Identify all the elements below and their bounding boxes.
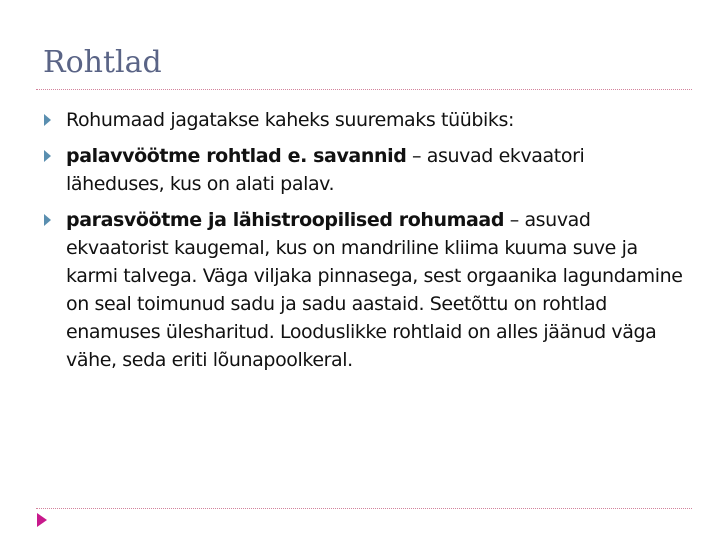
triangle-right-icon bbox=[44, 150, 51, 162]
slide-title: Rohtlad bbox=[43, 45, 162, 80]
bullet-text: Rohumaad jagatakse kaheks suuremaks tüübiks: bbox=[66, 109, 515, 131]
triangle-right-icon bbox=[44, 214, 51, 226]
bullet-text: – asuvad ekvaatorist kaugemal, kus on mandriline kliima kuuma suve ja karmi talvega. Väga viljaka pinnasega, sest orgaanika lagundamine on seal toimunud sadu ja sadu aastaid. Seetõttu on rohtlad enamuses ülesharitud. Looduslikke rohtlaid on alles jäänud väga vähe, seda eriti lõunapoolkeral. bbox=[66, 209, 683, 371]
next-slide-arrow-icon[interactable] bbox=[37, 513, 47, 527]
triangle-right-icon bbox=[44, 114, 51, 126]
bullet-text: – asuvad ekvaatori läheduses, kus on alati palav. bbox=[66, 145, 585, 195]
bullet-list bbox=[44, 106, 684, 382]
bullet-item bbox=[44, 106, 684, 134]
bullet-term: parasvöötme ja lähistroopilised rohumaad bbox=[66, 209, 505, 231]
bullet-item bbox=[44, 142, 684, 198]
title-divider bbox=[36, 89, 692, 90]
bullet-term: palavvöötme rohtlad e. savannid bbox=[66, 145, 407, 167]
bullet-item bbox=[44, 206, 684, 374]
footer-divider bbox=[36, 508, 692, 509]
